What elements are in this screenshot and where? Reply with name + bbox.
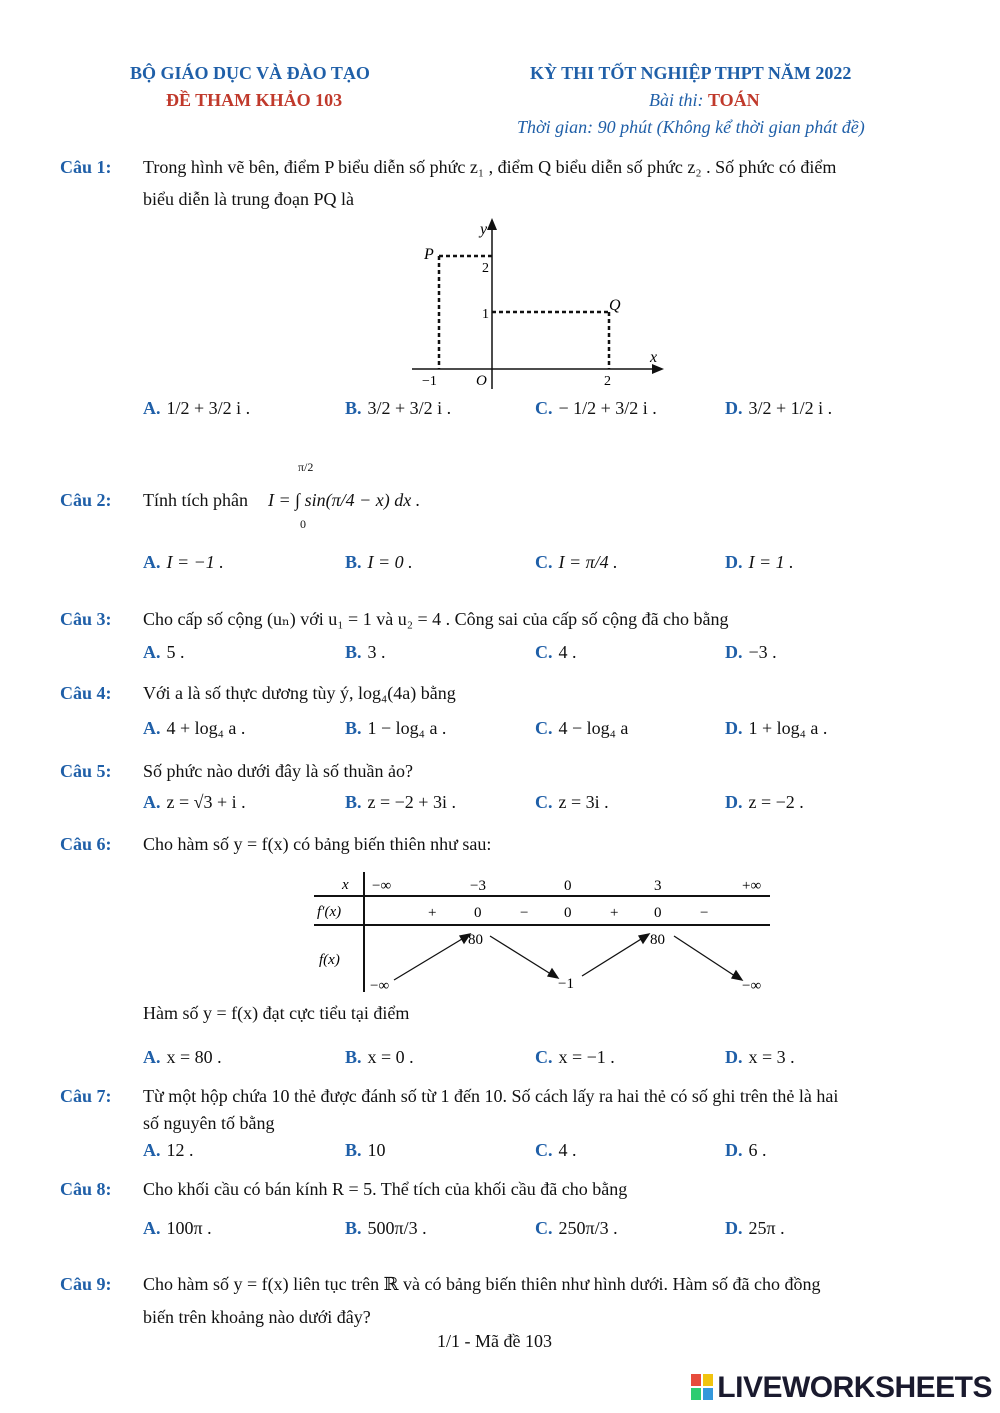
vt-fp-5: 0 [654,905,662,921]
q2-option-c-text: I = π/4 . [558,552,618,572]
question-text-1a: Trong hình vẽ bên, điểm P biểu diễn số phức z₁ , điểm Q biểu diễn số phức z₂ . Số phức có điểm [143,157,837,177]
q3-option-b-text: 3 . [367,642,386,662]
q8-option-c[interactable]: C. 250π/3 . [535,1218,618,1238]
header-left-line1: BỘ GIÁO DỤC VÀ ĐÀO TẠO [130,63,370,83]
vt-x-header: x [342,877,349,893]
q4-option-b-text: 1 − log₄ a . [367,718,447,738]
vt-x-2: 0 [564,878,572,894]
q1-option-d[interactable]: D. 3/2 + 1/2 i . [725,398,833,418]
question-text-3: Cho cấp số cộng (uₙ) với u₁ = 1 và u₂ = 4 . Công sai của cấp số cộng đã cho bằng [143,609,729,629]
q4-option-a-text: 4 + log₄ a . [166,718,246,738]
question-text-8: Cho khối cầu có bán kính R = 5. Thể tích của khối cầu đã cho bằng [143,1179,628,1199]
vt-x-1: −3 [470,878,486,894]
question-label-3: Câu 3: [60,609,112,629]
integral-expression: I = ∫ sin(π/4 − x) dx . [268,490,421,510]
integral-lower-limit: 0 [300,517,306,531]
tick-y-2: 2 [482,261,489,276]
q5-option-a-text: z = √3 + i . [166,792,246,812]
vt-fp-1: 0 [474,905,482,921]
q2-option-a[interactable]: A. I = −1 . [143,552,224,572]
question-label-2: Câu 2: [60,490,112,510]
q7-option-c[interactable]: C. 4 . [535,1140,577,1160]
q2-option-d-text: I = 1 . [748,552,794,572]
vt-f-3: 80 [650,932,665,948]
integral-upper-limit: π/2 [298,460,314,474]
q3-option-d-text: −3 . [748,642,777,662]
header-right-line3: Thời gian: 90 phút (Không kể thời gian phát đề) [517,117,865,137]
liveworksheets-logo-text: LIVEWORKSHEETS [717,1371,992,1404]
vt-x-3: 3 [654,878,662,894]
vt-f-1: 80 [468,932,483,948]
q5-option-b-text: z = −2 + 3i . [367,792,456,812]
tick-x-neg1: −1 [422,374,437,389]
q8-option-d-text: 25π . [748,1218,785,1238]
vt-fp-4: + [610,905,619,921]
tick-y-1: 1 [482,307,489,322]
page-footer: 1/1 - Mã đề 103 [437,1331,552,1351]
q2-option-b[interactable]: B. I = 0 . [345,552,413,572]
q3-option-b[interactable]: B. 3 . [345,642,386,662]
variation-table [312,872,772,994]
q2-option-b-text: I = 0 . [367,552,413,572]
q6-option-a[interactable]: A. x = 80 . [143,1047,222,1067]
q5-option-c-text: z = 3i . [558,792,609,812]
vt-f-2: −1 [558,976,574,992]
question-label-5: Câu 5: [60,761,112,781]
q1-option-a-text: 1/2 + 3/2 i . [166,398,251,418]
q6-option-c-text: x = −1 . [558,1047,615,1067]
header-left-line2: ĐỀ THAM KHẢO 103 [166,90,343,110]
q8-option-b[interactable]: B. 500π/3 . [345,1218,427,1238]
q2-option-d[interactable]: D. I = 1 . [725,552,794,572]
vt-fp-6: − [700,905,709,921]
q4-option-c-text: 4 − log₄ a [558,718,629,738]
q1-option-b-text: 3/2 + 3/2 i . [367,398,452,418]
q1-option-c-text: − 1/2 + 3/2 i . [558,398,657,418]
q6-option-a-text: x = 80 . [166,1047,222,1067]
vt-fp-header: f′(x) [317,904,342,920]
point-p-label: P [424,246,434,263]
q7-option-a[interactable]: A. 12 . [143,1140,194,1160]
q8-option-a[interactable]: A. 100π . [143,1218,212,1238]
q4-option-d-text: 1 + log₄ a . [748,718,828,738]
liveworksheets-logo[interactable] [691,1371,992,1405]
vt-f-4: −∞ [742,978,762,994]
q7-option-b-text: 10 [367,1140,386,1160]
header-right-line1: KỲ THI TỐT NGHIỆP THPT NĂM 2022 [530,63,852,83]
vt-x-4: +∞ [742,878,762,894]
question-text-5: Số phức nào dưới đây là số thuần ảo? [143,761,413,781]
q6-option-c[interactable]: C. x = −1 . [535,1047,615,1067]
question-label-4: Câu 4: [60,683,112,703]
question-text-7a: Từ một hộp chứa 10 thẻ được đánh số từ 1 đến 10. Số cách lấy ra hai thẻ có số ghi trên thẻ là hai [143,1086,839,1106]
axis-y-label: y [480,221,488,238]
q3-option-a-text: 5 . [166,642,185,662]
q7-option-d[interactable]: D. 6 . [725,1140,767,1160]
q5-option-b[interactable]: B. z = −2 + 3i . [345,792,456,812]
header-right-line2 [649,90,760,111]
vt-x-0: −∞ [372,878,392,894]
question-text-6: Cho hàm số y = f(x) có bảng biến thiên như sau: [143,834,492,854]
q3-option-c[interactable]: C. 4 . [535,642,577,662]
question-label-6: Câu 6: [60,834,112,854]
q7-option-b[interactable]: B. 10 [345,1140,386,1160]
question-text-6b: Hàm số y = f(x) đạt cực tiểu tại điểm [143,1003,410,1023]
complex-plane-figure [412,214,672,389]
q5-option-a[interactable]: A. z = √3 + i . [143,792,246,812]
question-label-8: Câu 8: [60,1179,112,1199]
subject-name: TOÁN [708,90,760,110]
question-text-7b: số nguyên tố bằng [143,1113,275,1133]
subject-prefix: Bài thi: [649,90,704,110]
q7-option-d-text: 6 . [748,1140,767,1160]
axis-x-label: x [650,349,658,366]
question-label-1: Câu 1: [60,157,112,177]
q1-option-d-text: 3/2 + 1/2 i . [748,398,833,418]
vt-fp-3: 0 [564,905,572,921]
q6-option-d-text: x = 3 . [748,1047,795,1067]
q8-option-d[interactable]: D. 25π . [725,1218,785,1238]
q1-option-a[interactable]: A. 1/2 + 3/2 i . [143,398,251,418]
q8-option-a-text: 100π . [166,1218,212,1238]
question-text-9b: biến trên khoảng nào dưới đây? [143,1307,371,1327]
vt-f-0: −∞ [370,978,390,994]
q4-option-d[interactable]: D. 1 + log₄ a . [725,718,828,738]
vt-fp-2: − [520,905,529,921]
vt-fp-0: + [428,905,437,921]
q7-option-c-text: 4 . [558,1140,577,1160]
q1-option-c[interactable]: C. − 1/2 + 3/2 i . [535,398,657,418]
q4-option-b[interactable]: B. 1 − log₄ a . [345,718,447,738]
vt-f-header: f(x) [319,952,340,968]
point-q-label: Q [609,297,621,314]
tick-x-2: 2 [604,374,611,389]
q5-option-c[interactable]: C. z = 3i . [535,792,609,812]
q8-option-b-text: 500π/3 . [367,1218,427,1238]
question-text-9a: Cho hàm số y = f(x) liên tục trên ℝ và có bảng biến thiên như hình dưới. Hàm số đã cho đồng [143,1274,821,1294]
q3-option-c-text: 4 . [558,642,577,662]
q6-option-d[interactable]: D. x = 3 . [725,1047,795,1067]
q6-option-b[interactable]: B. x = 0 . [345,1047,414,1067]
q3-option-d[interactable]: D. −3 . [725,642,777,662]
q3-option-a[interactable]: A. 5 . [143,642,185,662]
q2-option-c[interactable]: C. I = π/4 . [535,552,618,572]
question-text-1b: biểu diễn là trung đoạn PQ là [143,189,354,209]
origin-label: O [476,373,487,389]
question-text-4: Với a là số thực dương tùy ý, log₄(4a) bằng [143,683,456,703]
q4-option-c[interactable]: C. 4 − log₄ a [535,718,629,738]
question-label-9: Câu 9: [60,1274,112,1294]
q1-option-b[interactable]: B. 3/2 + 3/2 i . [345,398,452,418]
q8-option-c-text: 250π/3 . [558,1218,618,1238]
q2-option-a-text: I = −1 . [166,552,224,572]
question-text-2: Tính tích phân [143,490,248,510]
q7-option-a-text: 12 . [166,1140,194,1160]
q5-option-d[interactable]: D. z = −2 . [725,792,804,812]
q4-option-a[interactable]: A. 4 + log₄ a . [143,718,246,738]
q6-option-b-text: x = 0 . [367,1047,414,1067]
liveworksheets-logo-icon [691,1374,713,1400]
q5-option-d-text: z = −2 . [748,792,804,812]
question-label-7: Câu 7: [60,1086,112,1106]
